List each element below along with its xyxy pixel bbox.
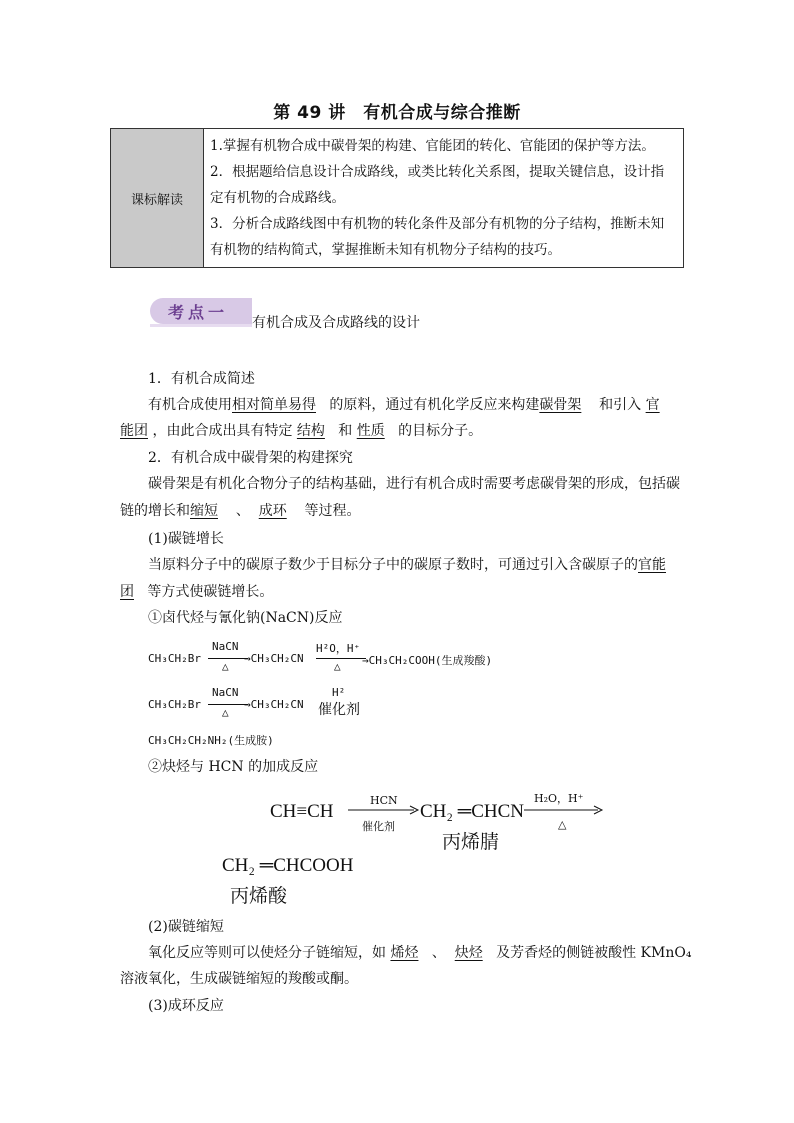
eq2-condition-bottom: △ [222,706,229,719]
eq3-product-1-name: 丙烯腈 [442,832,500,853]
blank-answer: 相对简单易得 [232,397,316,413]
heading-ring-formation: (3)成环反应 [148,998,224,1014]
objective-line: 定有机物的合成路线。 [210,190,345,206]
eq3-product-2: CH₂ ═CHCOOH [222,855,354,876]
eq1-condition-2: H²O，H⁺ [316,642,361,655]
blank-answer: 官能 [638,557,666,573]
eq1-reactant: CH₃CH₂Br [148,652,201,665]
objective-line: 有机物的结构简式，掌握推断未知有机物分子结构的技巧。 [210,242,561,258]
blank-answer: 团 [120,584,134,600]
eq3-product-2-name: 丙烯酸 [230,886,288,907]
section-badge-text: 考点一 [168,303,229,322]
eq1-arrow-shaft [208,658,248,659]
section-badge [150,298,252,324]
eq3-arrow-1 [348,805,420,815]
paragraph-1-line-1: 有机合成使用相对简单易得 的原料，通过有机化学反应来构建碳骨架 和引入 官 [148,397,660,413]
eq2-product-1: →CH₃CH₂CN [244,698,304,711]
blank-answer: 性质 [356,423,385,439]
page-title: 第 49 讲 有机合成与综合推断 [273,103,521,123]
objectives-label: 课标解读 [111,129,204,268]
blank-answer: 能团 [120,423,148,439]
eq1-product-2: →CH₃CH₂COOH(生成羧酸) [362,654,493,667]
heading-carbon-chain-growth: (1)碳链增长 [148,531,224,547]
eq2-reactant: CH₃CH₂Br [148,698,201,711]
heading-1: 1．有机合成简述 [148,371,255,387]
objectives-table [110,128,684,268]
eq2-product-2: CH₃CH₂CH₂NH₂(生成胺) [148,734,274,747]
paragraph-1-line-2: 能团 ，由此合成出具有特定 结构 和 性质 的目标分子。 [120,423,483,439]
paragraph-3-line-2: 团 等方式使碳链增长。 [120,584,274,600]
heading-carbon-chain-shortening: (2)碳链缩短 [148,919,224,935]
eq1-condition-top: NaCN [212,640,239,653]
objective-line: 2．根据题给信息设计合成路线，或类比转化关系图，提取关键信息，设计指 [210,164,665,180]
heading-2: 2．有机合成中碳骨架的构建探究 [148,450,353,466]
objective-line: 1.掌握有机物合成中碳骨架的构建、官能团的转化、官能团的保护等方法。 [210,138,655,154]
eq3-condition-bottom: 催化剂 [362,820,395,833]
eq2-condition-top: NaCN [212,686,239,699]
paragraph-3-line-1: 当原料分子中的碳原子数少于目标分子中的碳原子数时，可通过引入含碳原子的官能 [148,557,666,573]
paragraph-2-line-2: 链的增长和缩短 、 成环 等过程。 [120,503,361,519]
blank-answer: 碳骨架 [539,397,582,413]
blank-answer: 炔烃 [454,945,483,961]
eq2-condition-2: H² [332,686,346,699]
objective-line: 3．分析合成路线图中有机物的转化条件及部分有机物的分子结构，推断未知 [210,216,665,232]
section-heading: 有机合成及合成路线的设计 [252,315,420,331]
paragraph-4-line-1: 氧化反应等则可以使烃分子链缩短，如 烯烃 、 炔烃 及芳香烃的侧链被酸性 KMnO₄ [148,945,692,961]
blank-answer: 成环 [258,503,287,519]
eq1-product-1: →CH₃CH₂CN [244,652,304,665]
blank-answer: 结构 [296,423,325,439]
eq3-condition-2-bottom: △ [558,818,567,831]
eq3-arrow-2 [524,805,604,815]
eq2-catalyst: 催化剂 [318,702,360,718]
heading-reaction-1: ①卤代烃与氰化钠(NaCN)反应 [148,610,343,626]
eq3-condition-top: HCN [370,794,398,807]
paragraph-2-line-1: 碳骨架是有机化合物分子的结构基础，进行有机合成时需要考虑碳骨架的形成，包括碳 [148,476,680,492]
blank-answer: 烯烃 [390,945,419,961]
section-badge-underline [150,324,252,327]
eq1-condition-2-bottom: △ [334,660,341,673]
objectives-content [204,129,684,268]
blank-answer: 官 [645,397,660,413]
blank-answer: 缩短 [190,503,218,519]
heading-reaction-2: ②炔烃与 HCN 的加成反应 [148,759,319,775]
eq3-product-1: CH₂ ═CHCN [420,801,525,822]
eq2-arrow-shaft [208,704,248,705]
eq1-arrow-2-shaft [316,658,366,659]
eq3-reactant: CH≡CH [270,801,334,822]
eq3-condition-2-top: H₂O，H⁺ [534,792,584,805]
eq1-condition-bottom: △ [222,660,229,673]
paragraph-4-line-2: 溶液氧化，生成碳链缩短的羧酸或酮。 [120,971,358,987]
